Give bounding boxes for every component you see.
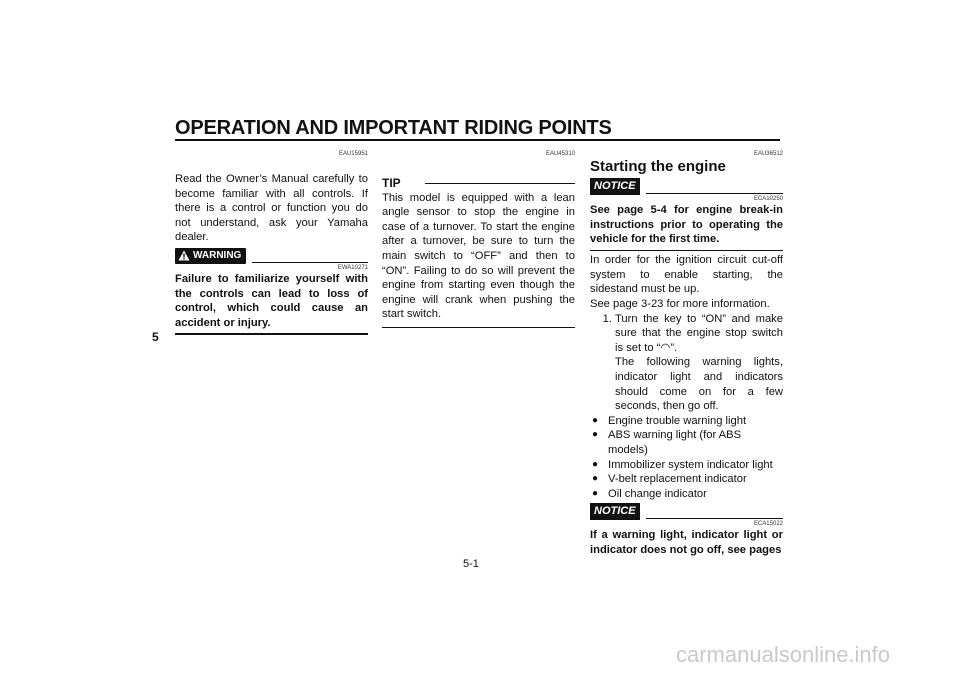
header-rule [175,139,780,141]
tip-end-rule [382,327,575,328]
list-item: ● V-belt replacement indicator [592,473,747,486]
notice-badge: NOTICE [590,503,640,520]
step-text [615,312,783,356]
warning-badge [175,248,246,264]
tip-label: TIP [382,176,401,190]
section-code: EAU45310 [545,151,575,157]
tip-header-rule [425,183,575,184]
column-2 [382,150,575,328]
tip-text: This model is equipped with a lean angle sensor to stop the engine in case of a turnover. To start the engine after a turnover, be sure to turn the main switch to “OFF” and then to “ON”. Failing to do so will prevent the engine from starting even though the engine will crank when pushing the start switch. [382,191,575,321]
notice-end-rule [590,250,783,252]
notice-code: ECA15022 [753,521,783,528]
step-description: The following warning lights, indicator light and indicators should come on for a few seconds, then go off. [615,356,783,413]
warning-end-rule [175,333,368,335]
notice-header-rule [646,518,783,519]
bullet-icon: ● [592,458,599,470]
bullet-icon: ● [592,414,599,426]
sidestand-paragraph: In order for the ignition circuit cut-off system to enable starting, the sidestand must be up. [590,254,783,296]
list-item: ● Immobilizer system indicator light [592,458,773,471]
page-number: 5-1 [463,558,479,570]
indicator-list [590,414,783,502]
notice-header [590,178,783,195]
warning-header [175,248,368,264]
bullet-icon: ● [592,487,599,499]
section-title: Starting the engine [590,158,726,175]
bullet-icon: ● [592,473,599,485]
step-number: 1. [602,312,612,325]
tip-header [382,176,575,191]
column-1 [175,150,368,335]
step-text-b: ”. [670,341,678,354]
notice-badge: NOTICE [590,178,640,195]
notice-text: See page 5-4 for engine break-in instructions prior to operating the vehicle for the first time. [590,204,783,246]
chapter-tab: 5 [152,330,159,344]
notice-text-2: If a warning light, indicator light or indicator does not go off, see pages [590,529,783,556]
warning-header-rule [252,262,368,263]
intro-paragraph: Read the Owner’s Manual carefully to become familiar with all controls. If there is a control or function you do not understand, ask your Yamaha dealer. [175,173,368,244]
section-code: EAU15951 [338,151,368,157]
engine-run-symbol-icon: ◠ [660,341,671,354]
bullet-icon: ● [592,429,599,441]
section-code: EAU36512 [753,151,783,157]
column-3 [590,150,783,558]
list-item: ● ABS warning light (for ABS models) [592,429,742,456]
warning-label: WARNING [193,249,242,261]
list-item: ● Engine trouble warning light [592,414,747,427]
warning-triangle-icon [178,250,190,261]
reference-paragraph: See page 3-23 for more information. [590,298,770,311]
notice-code: ECA10250 [753,196,783,202]
step-1 [590,312,783,414]
watermark: carmanualsonline.info [676,642,891,667]
step-text-a: Turn the key to “ON” and make sure that the engine stop switch is set to “ [615,312,783,354]
list-item: ● Oil change indicator [592,487,707,500]
notice-header-rule [646,193,783,194]
page-header-title: OPERATION AND IMPORTANT RIDING POINTS [175,117,612,139]
warning-code: EWA10271 [337,264,368,271]
notice-header-2 [590,503,783,520]
warning-text: Failure to familiarize yourself with the controls can lead to loss of control, which could cause an accident or injury. [175,272,368,329]
